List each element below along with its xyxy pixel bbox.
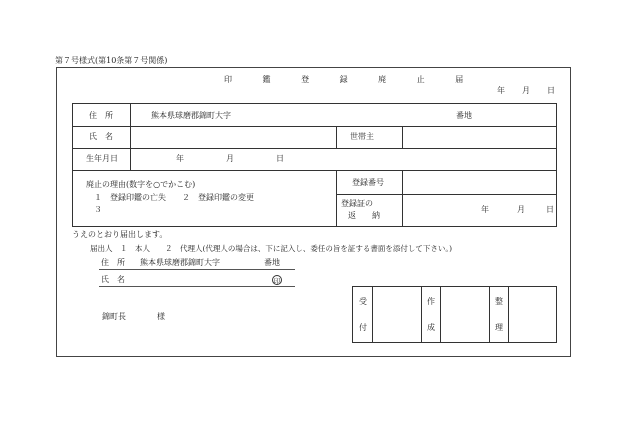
office-col-divider [440,286,441,343]
cert-return-label: 登録証の [341,199,373,208]
row-divider [72,148,557,149]
address-banchi: 番地 [456,111,472,120]
honorific: 様 [157,312,165,321]
return-month: 月 [517,205,525,214]
reason-options: １ 登録印鑑の亡失 ２ 登録印鑑の変更 [94,193,254,202]
addressee: 錦町長 [102,312,126,321]
top-date-year: 年 [497,86,505,95]
receipt-label-2: 付 [359,323,367,332]
office-col-divider [508,286,509,343]
create-label-1: 作 [427,297,435,306]
agent-name-label: 氏 名 [101,275,125,284]
birth-month: 月 [226,154,234,163]
statement: うえのとおり届出します。 [72,230,168,239]
form-title: 印 鑑 登 録 廃 止 届 [224,75,478,84]
arrange-label-1: 整 [495,297,503,306]
office-col-divider [489,286,490,343]
form-number: 第７号様式(第10条第７号関係) [55,56,168,65]
agent-banchi: 番地 [264,258,280,267]
col-divider [130,103,131,170]
address-label: 住 所 [89,111,113,120]
return-year: 年 [481,205,489,214]
reason-option-3: ３ [94,205,102,214]
return-day: 日 [546,205,554,214]
cert-return-label-2: 返 納 [348,211,380,220]
agent-address-value: 熊本県球磨郡錦町大字 [140,258,220,267]
reg-number-label: 登録番号 [352,178,384,187]
office-col-divider [421,286,422,343]
household-head-label: 世帯主 [350,132,374,141]
applicant-line: 届出人 １ 本人 ２ 代理人(代理人の場合は、下に記入し、委任の旨を証する書面を添付して下さい。) [90,244,453,253]
birth-day: 日 [276,154,284,163]
seal-mark: 印 [273,277,281,285]
create-label-2: 成 [427,323,435,332]
col-divider [336,126,337,148]
row-divider [72,126,557,127]
arrange-label-2: 理 [495,323,503,332]
col-divider [402,170,403,227]
receipt-label-1: 受 [359,297,367,306]
address-value: 熊本県球磨郡錦町大字 [151,111,231,120]
agent-name-underline [99,286,295,287]
office-col-divider [372,286,373,343]
birth-label: 生年月日 [86,154,118,163]
agent-address-label: 住 所 [101,258,125,267]
agent-address-underline [99,269,295,270]
name-label: 氏 名 [89,132,113,141]
row-divider [72,170,557,171]
top-date-month: 月 [522,86,530,95]
top-date-day: 日 [547,86,555,95]
birth-year: 年 [176,154,184,163]
office-boxes [352,286,557,343]
col-divider [336,170,337,227]
col-divider [402,126,403,148]
reason-title: 廃止の理由(数字を○でかこむ) [86,180,196,189]
row-divider [336,194,557,195]
